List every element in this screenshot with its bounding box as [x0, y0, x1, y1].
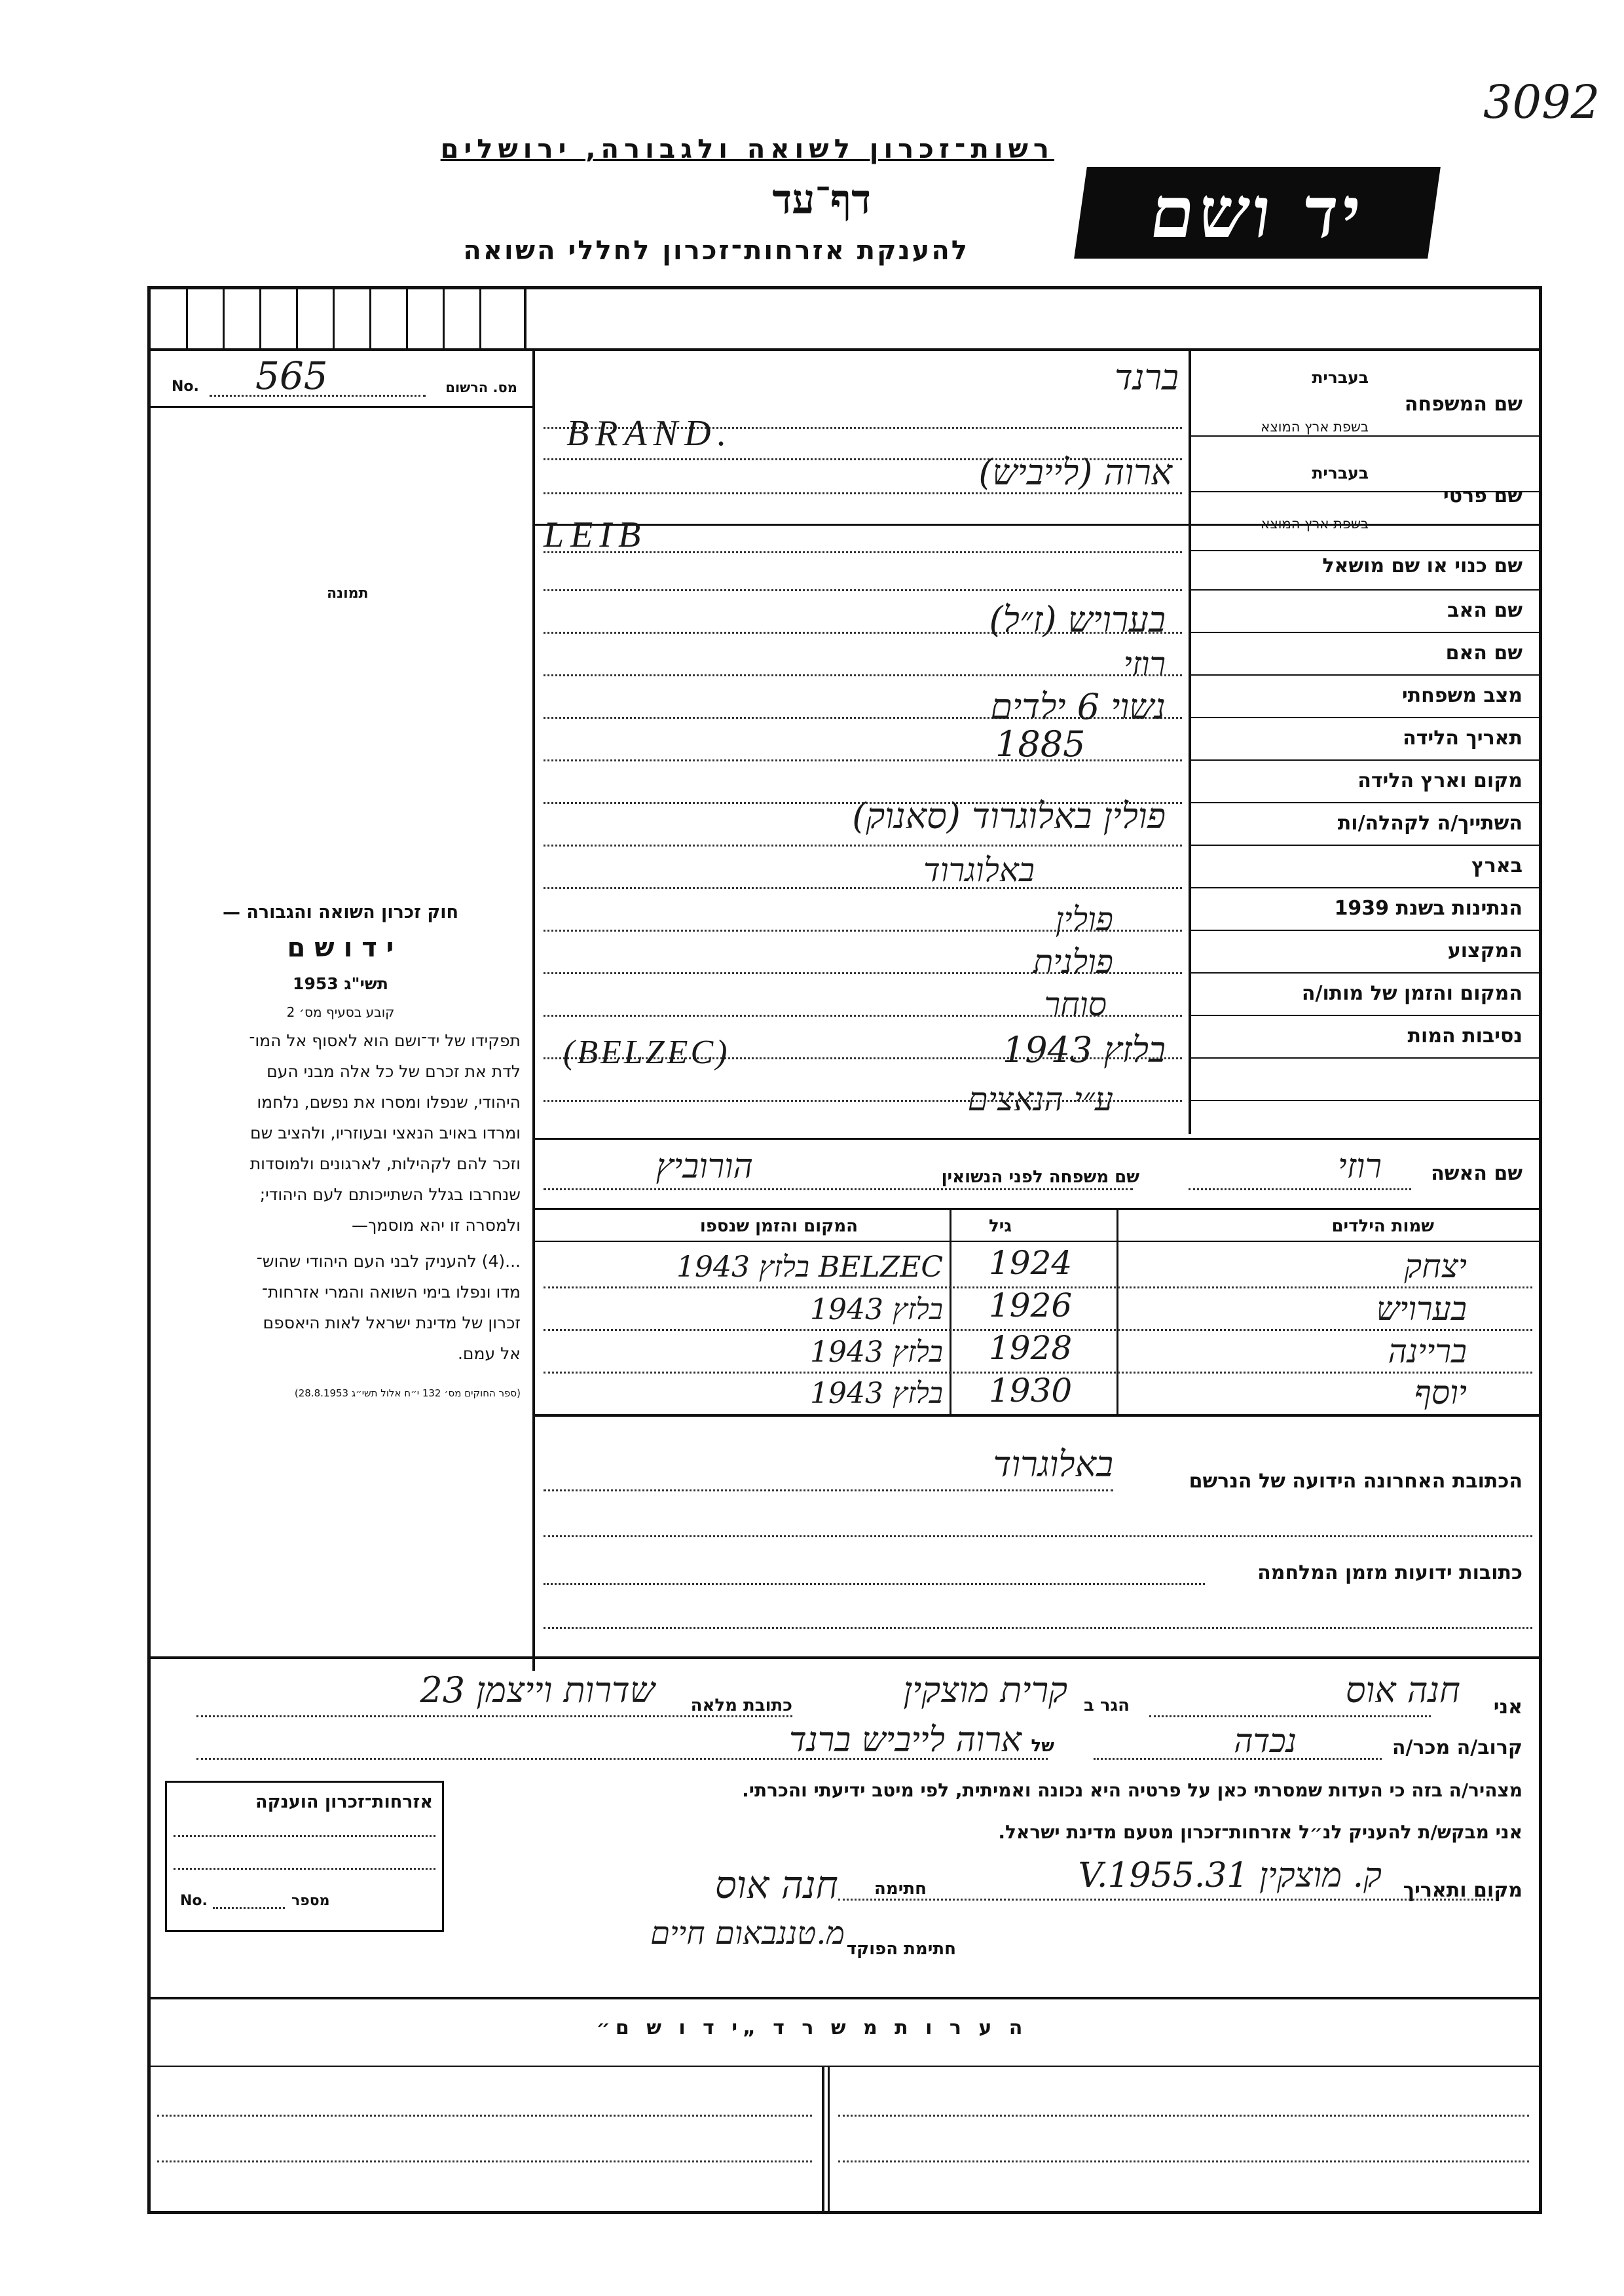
nickname-label: שם כנוי או שם מושאל	[1322, 555, 1522, 577]
registration-label: מס. הרשום	[445, 380, 517, 395]
statement-truth: מצהיר/ה בזה כי העדות שמסרתי כאן על פרטיה היא נכונה ואמיתית, לפי מיטב ידיעתי והכרתי.	[742, 1779, 1522, 1801]
form-title: דף־עד	[772, 175, 871, 223]
marital-status-value: נשוי 6 ילדים	[990, 686, 1166, 727]
law-body-line: וזכר להם לקהילות, לארגונים ולמוסדות	[249, 1154, 521, 1173]
children-col-age: גיל	[988, 1216, 1012, 1236]
spouse-maiden-label: שם משפחה לפני הנשואין	[941, 1167, 1139, 1187]
official-signature: מ.טננבאום חיים	[650, 1915, 845, 1952]
law-body-line: שנחרבו בגלל השתייכותם לעם היהודי;	[259, 1185, 521, 1204]
family-name-hebrew-label: בעברית	[1312, 368, 1369, 387]
family-name-hebrew-value: ברנד	[1115, 357, 1179, 398]
law-clause: קובע בסעיף מס׳ 2	[286, 1004, 395, 1020]
country-label: בארץ	[1471, 854, 1522, 877]
child-year: 1928	[989, 1329, 1073, 1367]
child-name: יצחק	[1404, 1247, 1467, 1285]
family-name-latin-value: BRAND.	[566, 413, 733, 454]
law-excerpt	[160, 897, 521, 1409]
mother-label: שם האם	[1445, 642, 1522, 665]
law-body-line: זכרון של מדינת ישראל לאות היאספם	[263, 1313, 521, 1332]
death-place-latin-value: (BELZEC)	[563, 1034, 730, 1071]
first-name-hebrew-label: בעברית	[1312, 464, 1369, 483]
number-label: מספר	[291, 1893, 330, 1909]
law-body-line: תפקידו של יד־ושם הוא לאסוף אל המו־	[249, 1031, 521, 1050]
first-name-latin-value: LEIB	[544, 515, 648, 555]
law-body-line: מדו ונפלו בימי השואה והמרי אזרחות־	[261, 1283, 521, 1302]
family-name-label: שם המשפחה	[1404, 393, 1522, 416]
registration-number: 565	[255, 354, 328, 398]
place-date-label: מקום ותאריך	[1403, 1879, 1522, 1902]
of-label: של	[1031, 1736, 1054, 1756]
child-name: בריינה	[1388, 1332, 1467, 1370]
declarant-place-date: ק. מוצקין 31.V.1955	[1078, 1856, 1382, 1895]
declarant-of-name: ארוה לייביש ברנד	[788, 1721, 1022, 1760]
law-body-line: ...(4) להעניק לבני העם היהודי שהוש־	[256, 1252, 521, 1271]
relative-label: קרוב/ה מכר/ה	[1392, 1736, 1522, 1759]
community-value: באלוגרוד	[923, 851, 1035, 889]
number-no-label: No.	[180, 1893, 208, 1909]
declarant-i-label: אני	[1493, 1696, 1522, 1719]
yad-vashem-logo	[1074, 167, 1441, 259]
children-col-place: המקום והזמן שנספו	[699, 1216, 858, 1236]
signature-label: חתימה	[874, 1879, 927, 1899]
citizenship-value: פולנית	[1033, 943, 1113, 981]
official-signature-label: חתימת הפוקד	[846, 1939, 956, 1959]
law-body-line: ולמסרה זו יהא מוסמך—	[351, 1216, 521, 1235]
father-label: שם האב	[1447, 599, 1522, 622]
statement-request: אני מבקש/ת להעניק לנ״ל אזרחות־זכרון מטעם מדינת ישראל.	[998, 1821, 1522, 1843]
form-purpose: להענקת אזרחות־זכרון לחללי השואה	[463, 236, 969, 266]
child-death-place: בלזץ 1943	[810, 1377, 943, 1410]
declarant-name: חנה אוס	[1345, 1669, 1460, 1711]
registration-no-label: No.	[172, 378, 199, 395]
child-year: 1924	[989, 1244, 1073, 1282]
law-name: י ד ו ש ם	[287, 933, 394, 963]
child-name: בערויש	[1376, 1290, 1467, 1328]
family-name-origin-label: בשפת ארץ המוצא	[1261, 419, 1369, 435]
profession-value: סוחר	[1044, 985, 1107, 1023]
law-body-line: אל עמם.	[457, 1344, 521, 1363]
marital-status-label: מצב משפחתי	[1401, 684, 1522, 707]
citizenship-granted-title: אזרחות־זכרון הוענקה	[255, 1792, 433, 1812]
children-col-names: שמות הילדים	[1331, 1216, 1434, 1236]
child-death-place: בלזץ 1943	[810, 1293, 943, 1326]
law-body-line: לדת את זכרם של כל אלה מבני העם	[267, 1062, 521, 1081]
child-year: 1930	[989, 1372, 1073, 1410]
first-name-label: שם פרטי	[1443, 484, 1522, 507]
spouse-value: רוזי	[1338, 1147, 1382, 1186]
spouse-maiden-value: הורוביץ	[655, 1147, 753, 1186]
law-citation: (ספר החוקים מס׳ 132 י״ח אלול תשי״ג 28.8.1953)	[294, 1387, 521, 1399]
photo-area	[150, 409, 532, 788]
last-address-value: באלוגרוד	[993, 1444, 1113, 1485]
child-name: יוסף	[1414, 1374, 1467, 1412]
declarant-full-address: שדרות וייצמן 23	[420, 1669, 655, 1711]
first-name-origin-label: בשפת ארץ המוצא	[1261, 516, 1369, 532]
death-cause-label: נסיבות המות	[1407, 1025, 1522, 1048]
birth-place-value: פולין באלוגרוד (סאנוק)	[852, 795, 1166, 837]
child-year: 1926	[989, 1286, 1073, 1324]
death-place-value: בלזץ 1943	[1002, 1029, 1166, 1070]
first-name-hebrew-value: ארוה (לייביש)	[978, 452, 1172, 493]
birth-place-label: מקום וארץ הלידה	[1357, 769, 1522, 792]
full-address-label: כתובת מלאה	[690, 1696, 792, 1715]
law-year: תשי"ג 1953	[293, 974, 388, 993]
mother-value: רוזי	[1123, 645, 1166, 683]
resident-label: הגר ב	[1083, 1696, 1130, 1715]
law-body-line: היהודי, שנפלו ומסרו את נפשם, נלחמו	[257, 1093, 521, 1112]
law-title: חוק זכרון השואה והגבורה —	[222, 902, 459, 922]
community-label: השתייך/ה לקהלה/ות	[1337, 812, 1522, 835]
logo-text: יד ושם	[1145, 171, 1370, 254]
war-addresses-label: כתובות ידועות מזמן המלחמה	[1257, 1561, 1522, 1584]
birth-date-label: תאריך הלידה	[1403, 727, 1522, 750]
profession-label: המקצוע	[1447, 939, 1522, 962]
citizenship-label: הנתינות בשנת 1939	[1334, 897, 1522, 920]
death-cause-value: ע״י הנאצים	[967, 1080, 1113, 1118]
law-body-line: ומרדו באויב הנאצי ובעוזריו, ולהציב שם	[250, 1123, 521, 1142]
declarant-relation: נכדה	[1234, 1722, 1297, 1760]
last-address-label: הכתובת האחרונה הידועה של הנרשם	[1189, 1470, 1522, 1493]
citizenship-granted-box	[165, 1781, 444, 1932]
declarant-residence: קרית מוצקין	[903, 1669, 1067, 1711]
spouse-label: שם האשה	[1431, 1162, 1522, 1185]
child-death-place: בלזץ 1943	[810, 1336, 943, 1369]
declarant-signature: חנה אוס	[714, 1863, 838, 1907]
office-notes-title: ה ע ר ו ת מ ש ר ד „י ד ו ש ם״	[596, 2016, 1028, 2039]
authority-name: רשות־זכרון לשואה ולגבורה, ירושלים	[440, 134, 1054, 164]
birth-date-value: 1885	[995, 723, 1086, 765]
death-place-label: המקום והזמן של מותו/ה	[1301, 982, 1522, 1005]
archive-number: 3092	[1483, 75, 1600, 129]
father-value: בערויש (ז״ל)	[989, 599, 1166, 640]
photo-label: תמונה	[327, 585, 369, 602]
child-death-place: BELZEC בלזץ 1943	[676, 1250, 943, 1284]
country-value: פולין	[1055, 900, 1113, 938]
